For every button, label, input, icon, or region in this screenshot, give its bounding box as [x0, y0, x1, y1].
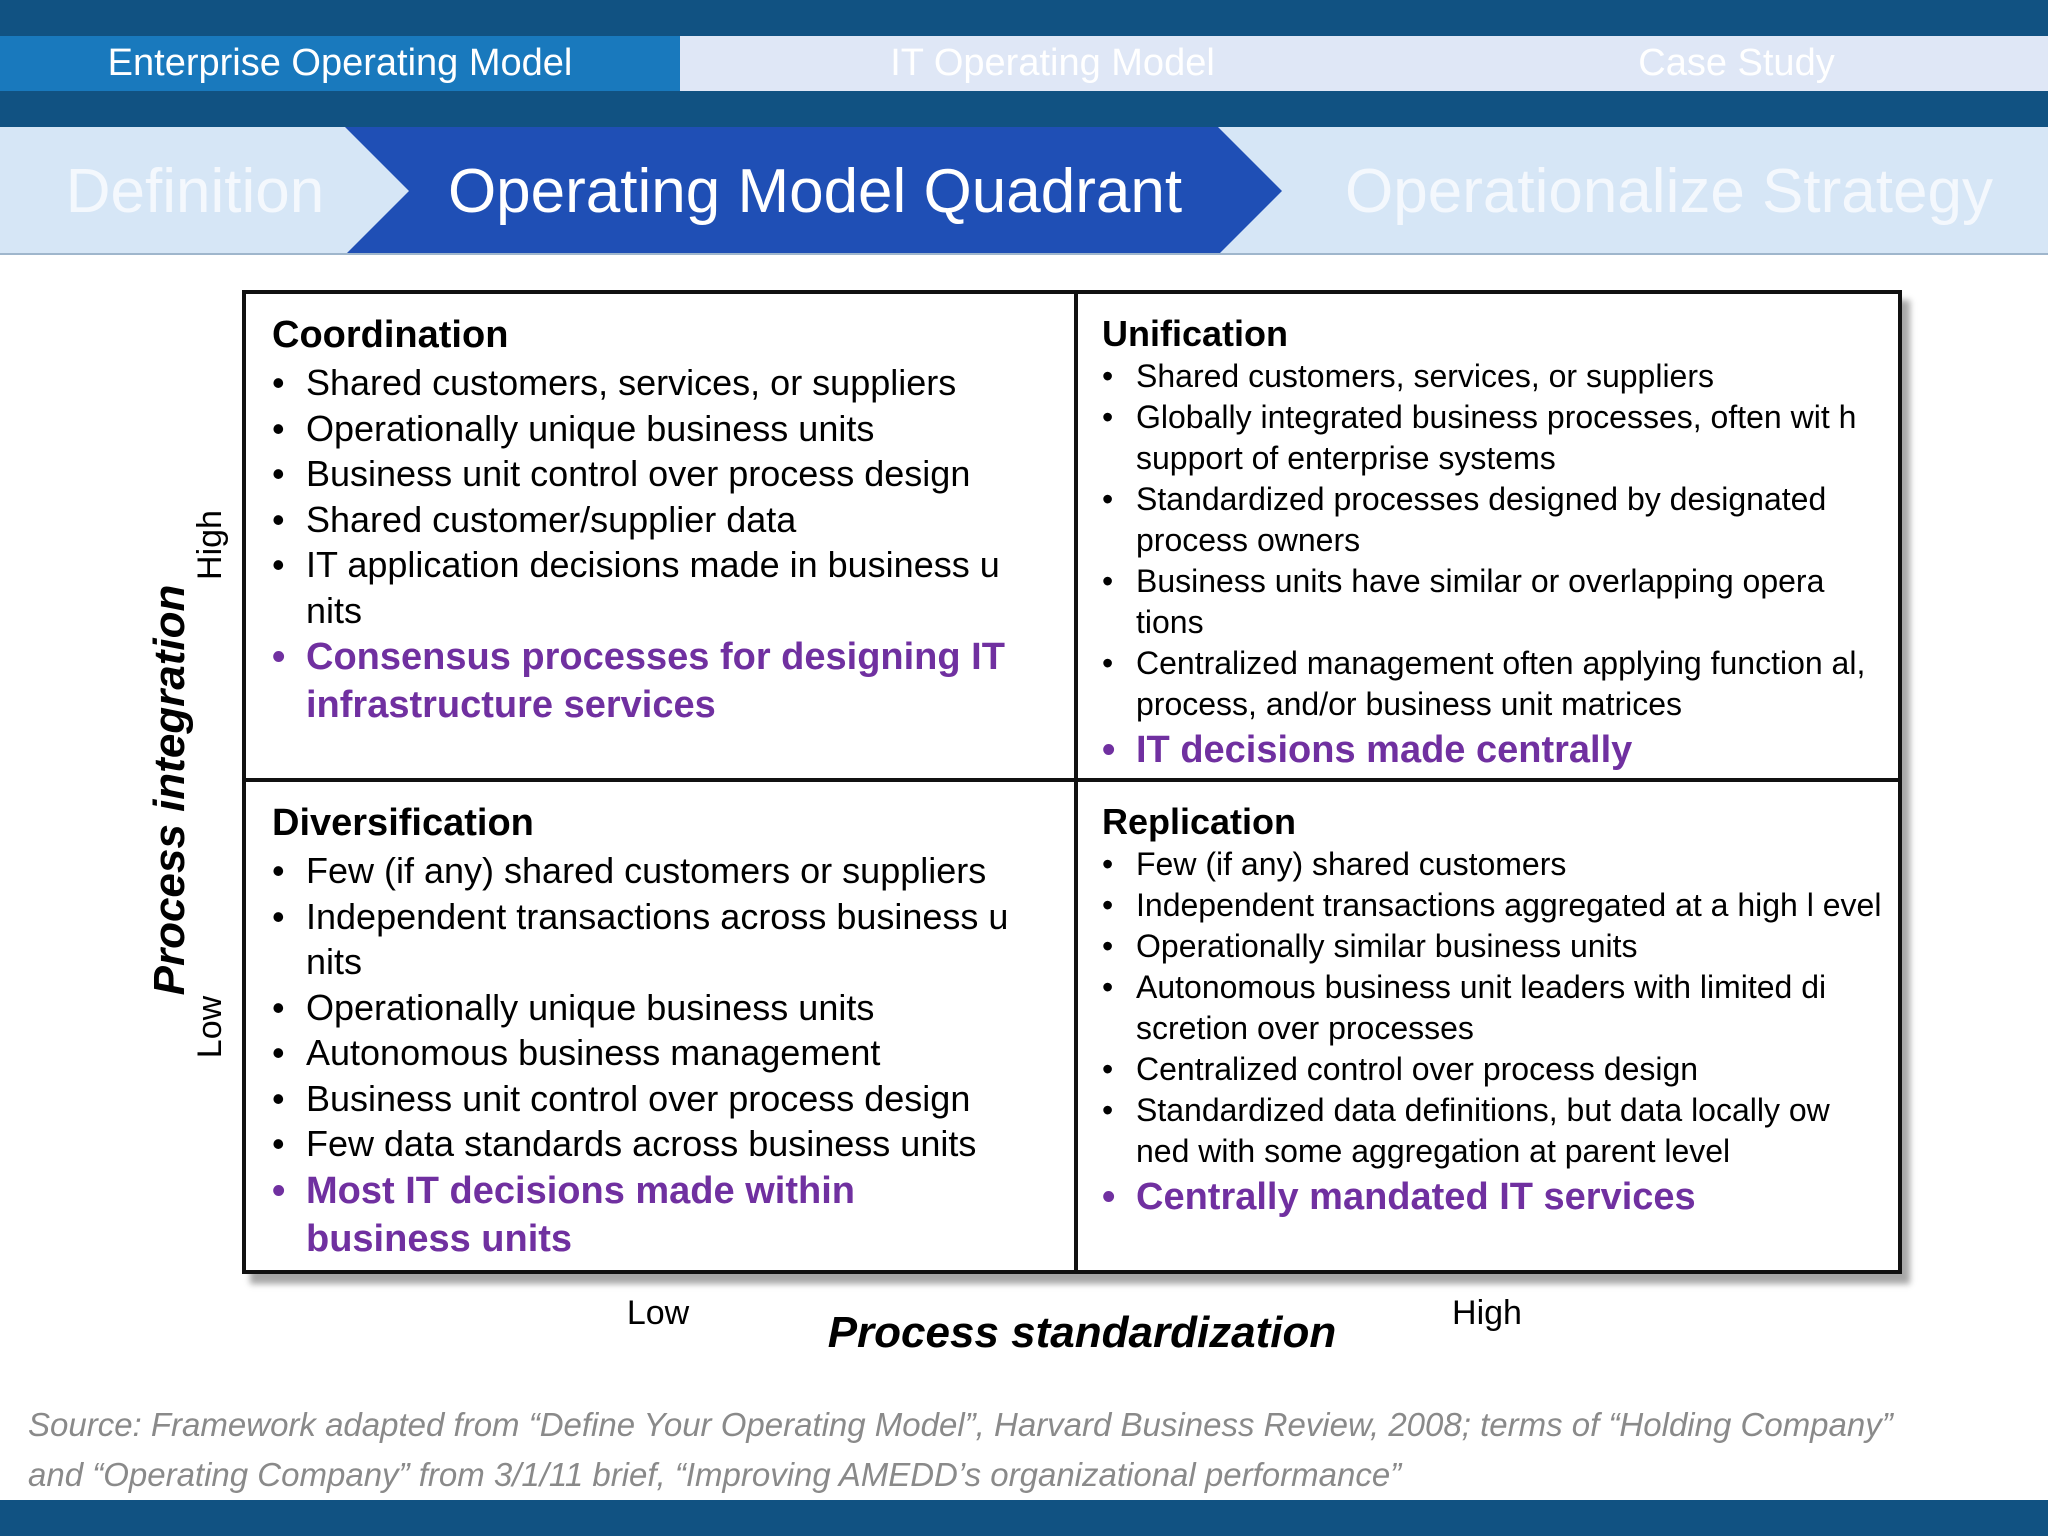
list-item: • Globally integrated business processes, often wit h support of enterprise systems [1102, 397, 1882, 479]
highlight-item: • Most IT decisions made within business units [272, 1167, 912, 1263]
step-bar [0, 127, 2048, 255]
y-axis-low-label: Low [191, 995, 229, 1059]
list-item: • Standardized data definitions, but data locally ow ned with some aggregation at parent level [1102, 1090, 1892, 1172]
tab-case-study[interactable]: Case Study [1638, 42, 1835, 84]
y-axis-high-label: High [191, 510, 229, 580]
quadrant-horizontal-divider [246, 778, 1898, 782]
list-item: • Autonomous business management [272, 1030, 1062, 1076]
step-operationalize-strategy[interactable]: Operationalize Strategy [1345, 156, 1993, 226]
list-item: • Few data standards across business units [272, 1121, 1062, 1167]
list-item: • Shared customers, services, or suppliers [1102, 356, 1892, 397]
tab-enterprise-operating-model[interactable]: Enterprise Operating Model [0, 36, 680, 91]
x-axis-high-label: High [1452, 1294, 1522, 1332]
highlight-item: • Centrally mandated IT services [1102, 1174, 1892, 1220]
top-band [0, 0, 2048, 36]
list-item: • Autonomous business unit leaders with limited di scretion over processes [1102, 967, 1882, 1049]
list-item: • Standardized processes designed by designated process owners [1102, 479, 1882, 561]
list-item: • Shared customer/supplier data [272, 497, 1062, 543]
tab-it-operating-model[interactable]: IT Operating Model [890, 42, 1215, 84]
list-item: • Centralized control over process design [1102, 1049, 1892, 1090]
x-axis-title: Process standardization [827, 1308, 1337, 1357]
list-item: • Operationally similar business units [1102, 926, 1892, 967]
list-item: • Business units have similar or overlapping opera tions [1102, 561, 1882, 643]
list-item: • Shared customers, services, or suppliers [272, 360, 1062, 406]
highlight-item: • IT decisions made centrally [1102, 727, 1892, 773]
list-item: • IT application decisions made in business u nits [272, 542, 1012, 633]
list-item: • Independent transactions across business u nits [272, 894, 1042, 985]
highlight-item: • Consensus processes for designing IT infrastructure services [272, 633, 1032, 729]
list-item: • Few (if any) shared customers or suppliers [272, 848, 1062, 894]
tab-band-lower [0, 91, 2048, 127]
step-definition[interactable]: Definition [65, 156, 325, 226]
list-item: • Centralized management often applying function al, process, and/or business unit matrices [1102, 643, 1882, 725]
source-line-2: and “Operating Company” from 3/1/11 brief, “Improving AMEDD’s organizational performance” [28, 1456, 1402, 1493]
list-item: • Operationally unique business units [272, 985, 1062, 1031]
quadrant-vertical-divider [1074, 294, 1078, 1270]
quadrant-title: Diversification [272, 802, 534, 844]
list-item: • Operationally unique business units [272, 406, 1062, 452]
bullet-list [1102, 356, 1892, 773]
quadrant-title: Replication [1102, 801, 1297, 842]
quadrant-coordination [272, 312, 1062, 729]
quadrant-unification [1102, 312, 1892, 773]
x-axis-low-label: Low [626, 1294, 690, 1332]
list-item: • Independent transactions aggregated at a high l evel [1102, 885, 1882, 926]
bullet-list [272, 360, 1062, 729]
source-line-1: Source: Framework adapted from “Define Your Operating Model”, Harvard Business Review, 2008; terms of “Holding Company” [28, 1406, 1893, 1443]
list-item: • Business unit control over process design [272, 451, 1062, 497]
bullet-list [272, 848, 1062, 1263]
step-bar-divider [0, 253, 2048, 255]
operating-model-quadrant [242, 290, 1902, 1274]
quadrant-title: Unification [1102, 313, 1288, 354]
source-note [28, 1400, 2018, 1500]
step-operating-model-quadrant[interactable]: Operating Model Quadrant [447, 156, 1183, 226]
list-item: • Business unit control over process design [272, 1076, 1062, 1122]
quadrant-diversification [272, 800, 1062, 1263]
bottom-band [0, 1500, 2048, 1536]
y-axis-title: Process integration [145, 584, 194, 996]
tab-bar [0, 36, 2048, 91]
bullet-list [1102, 844, 1892, 1220]
quadrant-replication [1102, 800, 1892, 1220]
quadrant-title: Coordination [272, 314, 509, 356]
list-item: • Few (if any) shared customers [1102, 844, 1892, 885]
